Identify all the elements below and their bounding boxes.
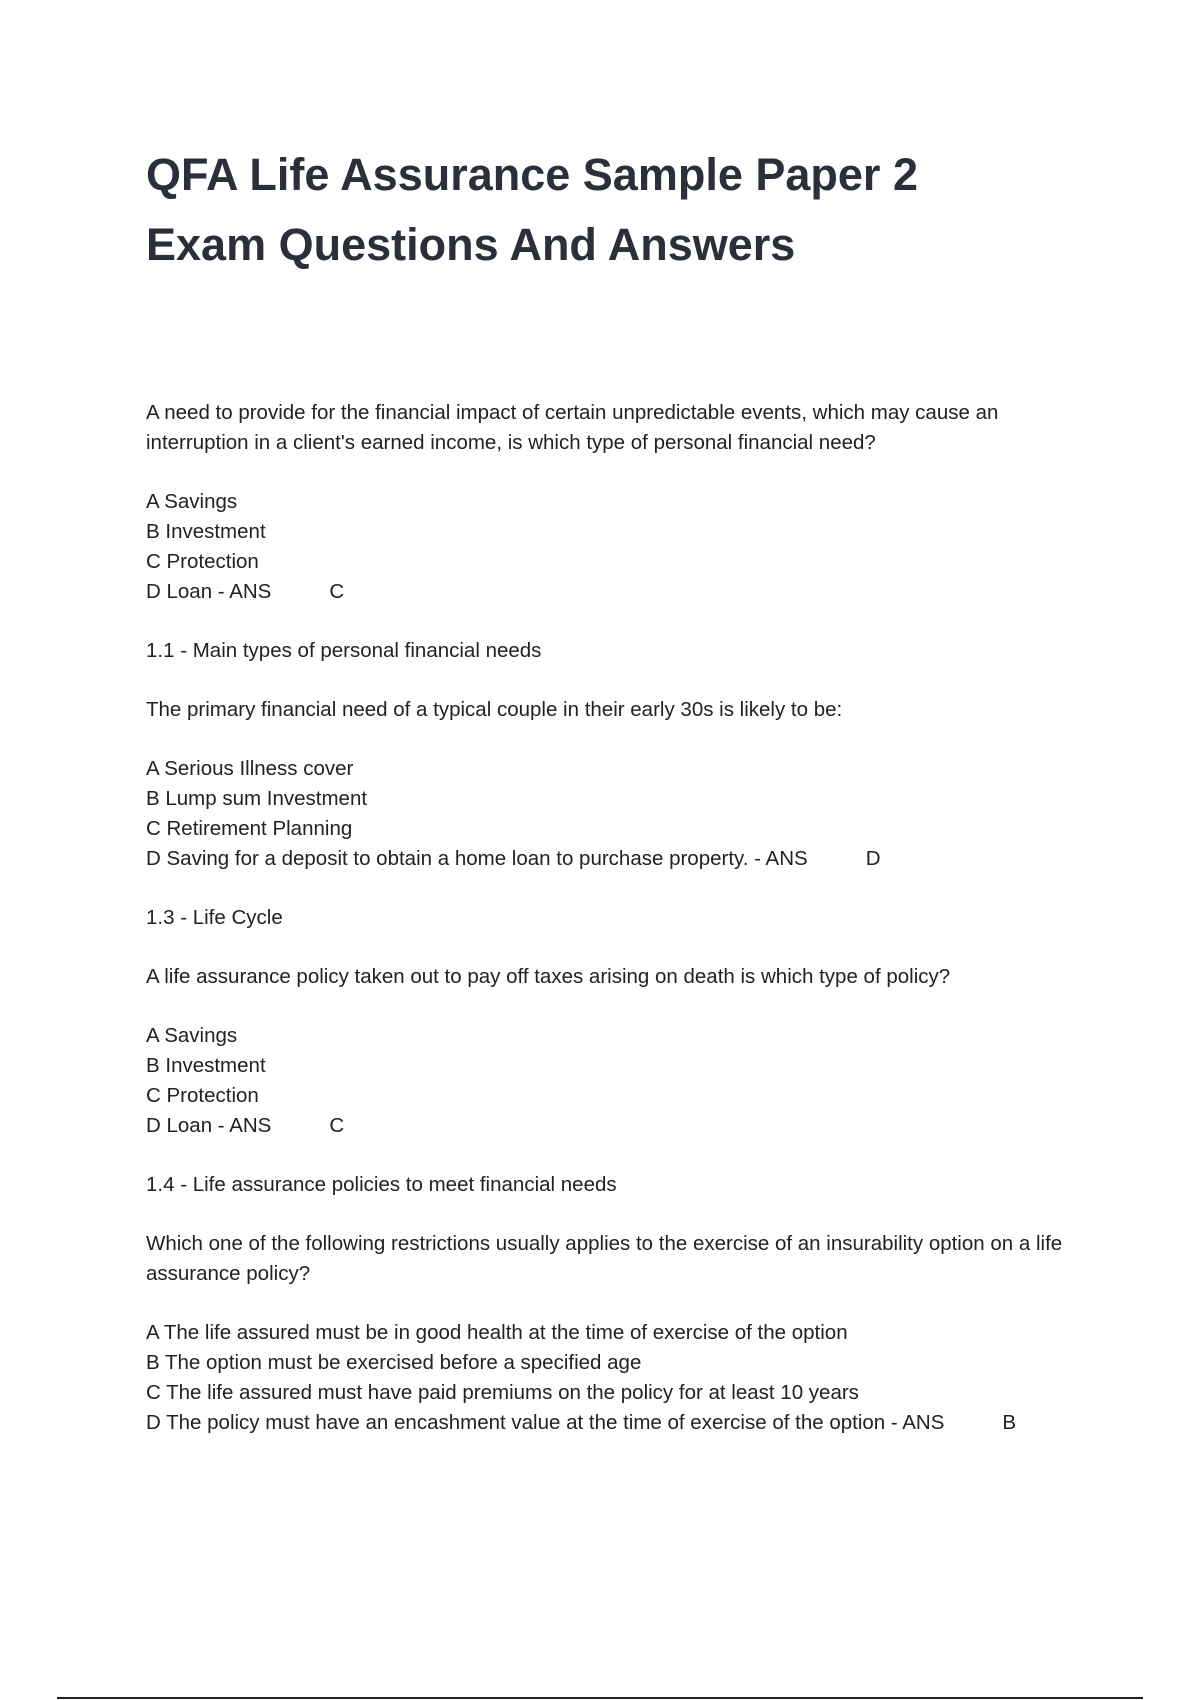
question-3-reference: 1.4 - Life assurance policies to meet financial needs [146, 1173, 617, 1196]
question-3-prompt: A life assurance policy taken out to pay off taxes arising on death is which type of policy? [146, 965, 951, 988]
option-text: D Loan - ANS [146, 580, 272, 603]
option: A The life assured must be in good health at the time of exercise of the option [146, 1321, 848, 1344]
question-2-reference: 1.3 - Life Cycle [146, 906, 283, 929]
option-with-answer [146, 1111, 1106, 1141]
question-3-options [146, 1021, 1106, 1141]
option: B Lump sum Investment [146, 787, 368, 810]
question-4-options [146, 1318, 1106, 1438]
option: A Savings [146, 490, 238, 513]
option: A Savings [146, 1024, 238, 1047]
option: A Serious Illness cover [146, 757, 354, 780]
question-1-prompt: A need to provide for the financial impact of certain unpredictable events, which may cause an interruption in a client's earned income, is which type of personal financial need? [146, 401, 999, 454]
option-with-answer [146, 1408, 1106, 1438]
question-1-reference: 1.1 - Main types of personal financial needs [146, 639, 542, 662]
document-title [146, 140, 1106, 280]
page-bottom-divider [57, 1697, 1143, 1699]
option: B The option must be exercised before a specified age [146, 1351, 642, 1374]
title-line-1: QFA Life Assurance Sample Paper 2 [146, 149, 918, 200]
option: C Retirement Planning [146, 817, 353, 840]
answer-letter: D [865, 847, 881, 870]
option-text: D Loan - ANS [146, 1114, 272, 1137]
option-with-answer [146, 844, 1106, 874]
title-line-2: Exam Questions And Answers [146, 219, 796, 270]
option: C Protection [146, 1084, 259, 1107]
option-text: D Saving for a deposit to obtain a home loan to purchase property. - ANS [146, 847, 808, 870]
option: C Protection [146, 550, 259, 573]
option: C The life assured must have paid premiums on the policy for at least 10 years [146, 1381, 859, 1404]
answer-letter: B [1002, 1411, 1017, 1434]
answer-letter: C [329, 1114, 345, 1137]
question-1-options [146, 487, 1106, 607]
questions-content [146, 398, 1106, 1467]
question-4-prompt: Which one of the following restrictions usually applies to the exercise of an insurability option on a life assurance policy? [146, 1232, 1063, 1285]
option-text: D The policy must have an encashment value at the time of exercise of the option - ANS [146, 1411, 945, 1434]
answer-letter: C [329, 580, 345, 603]
question-2-options [146, 754, 1106, 874]
option: B Investment [146, 520, 266, 543]
option-with-answer [146, 577, 1106, 607]
question-2-prompt: The primary financial need of a typical couple in their early 30s is likely to be: [146, 698, 843, 721]
option: B Investment [146, 1054, 266, 1077]
